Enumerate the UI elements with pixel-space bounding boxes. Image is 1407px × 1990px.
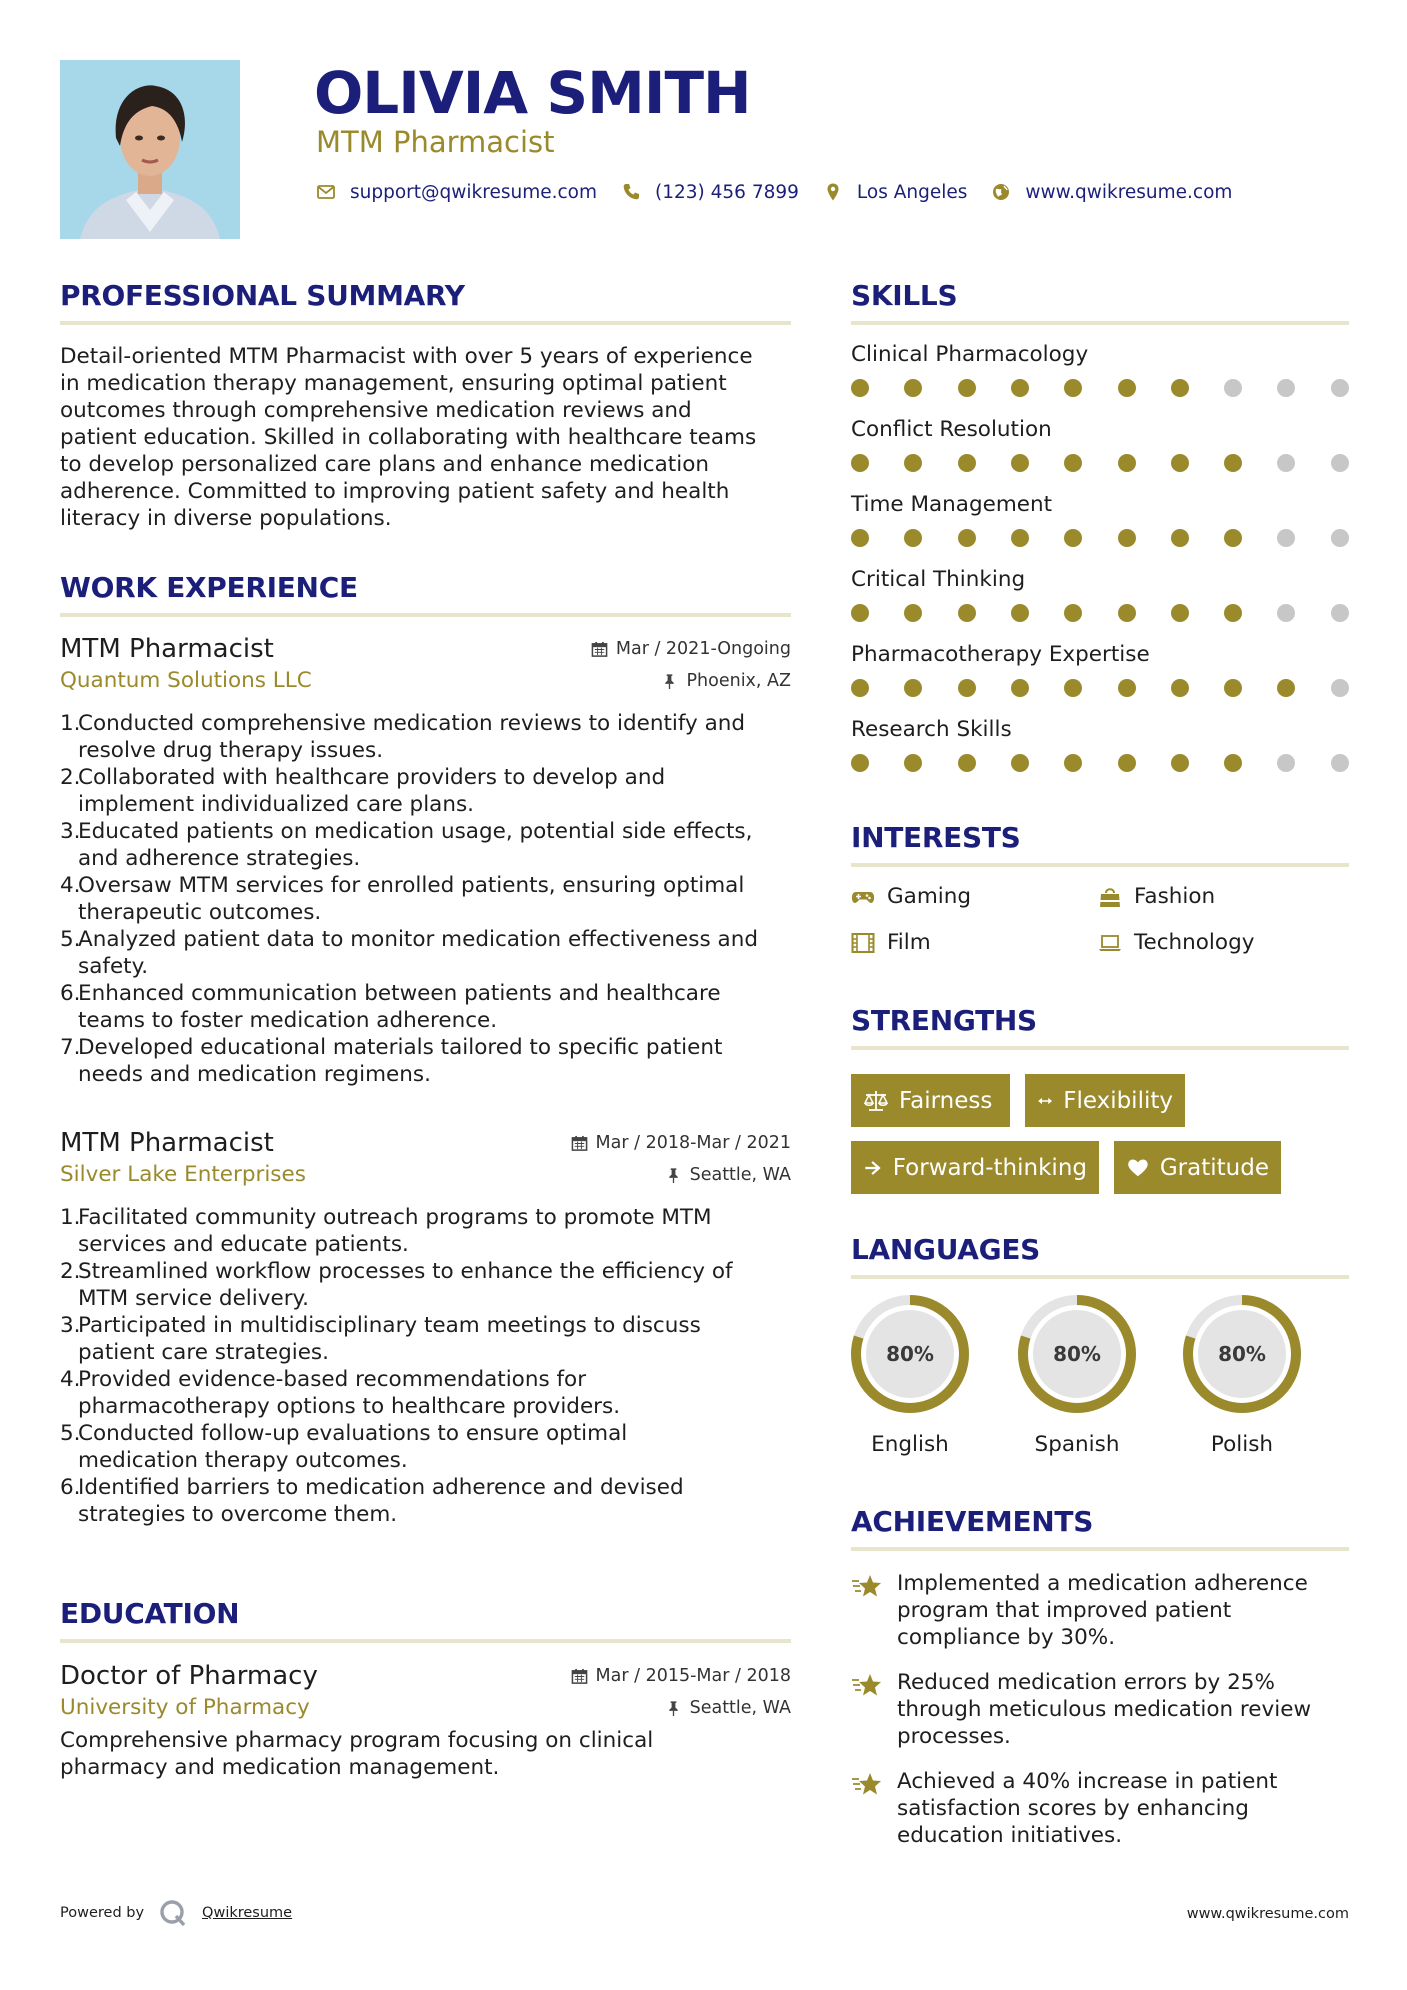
rating-dot-filled xyxy=(851,754,869,772)
achievement-item xyxy=(851,1570,1349,1651)
list-item xyxy=(60,764,791,818)
rating-dot-filled xyxy=(1011,679,1029,697)
job-location xyxy=(661,671,791,691)
globe-icon xyxy=(991,182,1011,202)
language-name: Polish xyxy=(1210,1432,1274,1457)
bullet-line: Analyzed patient data to monitor medication effectiveness and xyxy=(78,927,758,952)
bullet-line: Participated in multidisciplinary team meetings to discuss xyxy=(78,1313,701,1338)
rating-dot-filled xyxy=(1224,754,1242,772)
job-title: MTM Pharmacist xyxy=(60,1128,274,1158)
experience-rule xyxy=(60,613,791,617)
rating-dot-filled xyxy=(1171,379,1189,397)
rating-dot-filled xyxy=(1171,454,1189,472)
achievement-text xyxy=(897,1669,1311,1750)
education-dates xyxy=(571,1666,791,1686)
interest-item-fashion xyxy=(1098,883,1215,911)
bullet-line: Collaborated with healthcare providers to develop and xyxy=(78,765,666,790)
list-item xyxy=(60,980,791,1034)
skills-heading: SKILLS xyxy=(851,279,958,312)
rating-dot-filled xyxy=(851,379,869,397)
skill-rating xyxy=(851,529,1349,549)
bullet-line: Conducted follow-up evaluations to ensure optimal xyxy=(78,1421,628,1446)
skill-rating xyxy=(851,454,1349,474)
rating-dot-filled xyxy=(1118,529,1136,547)
rating-dot-empty xyxy=(1277,454,1295,472)
rating-dot-filled xyxy=(1064,379,1082,397)
skill-rating xyxy=(851,754,1349,774)
bullet-line: Streamlined workflow processes to enhance the efficiency of xyxy=(78,1259,733,1284)
strength-label: Flexibility xyxy=(1063,1087,1173,1114)
rating-dot-filled xyxy=(958,379,976,397)
strength-badge-flexibility xyxy=(1025,1074,1185,1127)
bullet-line: strategies to overcome them. xyxy=(78,1502,398,1527)
skill-item xyxy=(851,491,1349,549)
summary-line: outcomes through comprehensive medication reviews and xyxy=(60,398,692,423)
list-item xyxy=(60,1474,791,1528)
job-dates xyxy=(591,639,791,659)
rating-dot-filled xyxy=(1171,604,1189,622)
rating-dot-filled xyxy=(851,454,869,472)
achievement-line: education initiatives. xyxy=(897,1823,1123,1848)
bullet-number: 3. xyxy=(60,1313,81,1338)
bullet-line: services and educate patients. xyxy=(78,1232,409,1257)
strengths-rule xyxy=(851,1046,1349,1050)
interest-item-gaming xyxy=(851,883,971,911)
rating-dot-filled xyxy=(1171,529,1189,547)
interest-label: Technology xyxy=(1134,930,1255,955)
education-line: pharmacy and medication management. xyxy=(60,1755,500,1780)
bullet-line: pharmacotherapy options to healthcare providers. xyxy=(78,1394,621,1419)
rating-dot-filled xyxy=(1064,679,1082,697)
rating-dot-filled xyxy=(1171,754,1189,772)
skill-item xyxy=(851,566,1349,624)
rating-dot-empty xyxy=(1331,679,1349,697)
rating-dot-filled xyxy=(958,754,976,772)
interest-item-film xyxy=(851,929,931,957)
skill-item xyxy=(851,716,1349,774)
bullet-number: 1. xyxy=(60,1205,81,1230)
rating-dot-filled xyxy=(1011,604,1029,622)
bullet-line: resolve drug therapy issues. xyxy=(78,738,384,763)
summary-text xyxy=(60,343,795,532)
rating-dot-empty xyxy=(1331,379,1349,397)
rating-dot-filled xyxy=(1171,679,1189,697)
list-item xyxy=(60,1366,791,1420)
interest-label: Fashion xyxy=(1134,884,1216,909)
education-location xyxy=(665,1698,791,1718)
email-text: support@qwikresume.com xyxy=(350,181,597,203)
achievement-line: compliance by 30%. xyxy=(897,1625,1116,1650)
school-name: University of Pharmacy xyxy=(60,1695,310,1720)
strengths-heading: STRENGTHS xyxy=(851,1004,1037,1037)
list-item xyxy=(60,926,791,980)
website-text: www.qwikresume.com xyxy=(1025,181,1233,203)
calendar-icon xyxy=(571,1668,588,1685)
achievement-item xyxy=(851,1669,1349,1750)
skill-name: Critical Thinking xyxy=(851,567,1026,592)
rating-dot-filled xyxy=(1118,754,1136,772)
skill-name: Research Skills xyxy=(851,717,1012,742)
bullet-line: Developed educational materials tailored to specific patient xyxy=(78,1035,723,1060)
bullet-line: MTM service delivery. xyxy=(78,1286,310,1311)
balance-scale-icon xyxy=(863,1089,889,1113)
education-dates-text: Mar / 2015-Mar / 2018 xyxy=(595,1666,791,1686)
bullet-number: 4. xyxy=(60,1367,81,1392)
rating-dot-empty xyxy=(1331,454,1349,472)
job-location-text: Phoenix, AZ xyxy=(686,671,791,691)
job-bullets xyxy=(60,1204,791,1528)
brand-link[interactable]: Qwikresume xyxy=(202,1905,293,1921)
skill-name: Pharmacotherapy Expertise xyxy=(851,642,1150,667)
strength-label: Gratitude xyxy=(1159,1154,1269,1181)
contact-email[interactable] xyxy=(316,182,597,203)
rating-dot-filled xyxy=(1011,454,1029,472)
star-icon xyxy=(851,1770,883,1800)
candidate-title: MTM Pharmacist xyxy=(316,125,555,159)
achievement-line: Implemented a medication adherence xyxy=(897,1571,1308,1596)
achievement-line: processes. xyxy=(897,1724,1011,1749)
rating-dot-filled xyxy=(1064,754,1082,772)
language-name: English xyxy=(871,1432,949,1457)
education-description xyxy=(60,1727,791,1781)
rating-dot-filled xyxy=(958,454,976,472)
achievement-line: Reduced medication errors by 25% xyxy=(897,1670,1275,1695)
rating-dot-filled xyxy=(1064,529,1082,547)
pushpin-icon xyxy=(665,1700,682,1717)
achievement-text xyxy=(897,1570,1308,1651)
pushpin-icon xyxy=(661,673,678,690)
rating-dot-filled xyxy=(1277,679,1295,697)
achievement-line: program that improved patient xyxy=(897,1598,1232,1623)
skill-name: Conflict Resolution xyxy=(851,417,1052,442)
bullet-number: 1. xyxy=(60,711,81,736)
rating-dot-filled xyxy=(904,679,922,697)
bullet-line: implement individualized care plans. xyxy=(78,792,475,817)
summary-rule xyxy=(60,321,791,325)
achievements-heading: ACHIEVEMENTS xyxy=(851,1505,1094,1538)
gamepad-icon xyxy=(851,886,875,908)
bullet-number: 4. xyxy=(60,873,81,898)
rating-dot-empty xyxy=(1277,529,1295,547)
list-item xyxy=(60,1420,791,1474)
job-entry xyxy=(60,1126,791,1528)
bullet-line: Identified barriers to medication adherence and devised xyxy=(78,1475,684,1500)
qwikresume-logo-icon xyxy=(158,1898,188,1928)
experience-heading: WORK EXPERIENCE xyxy=(60,571,358,604)
interests-heading: INTERESTS xyxy=(851,821,1021,854)
interest-label: Gaming xyxy=(887,884,972,909)
summary-heading: PROFESSIONAL SUMMARY xyxy=(60,279,465,312)
footer-website[interactable]: www.qwikresume.com xyxy=(1186,1906,1349,1922)
job-bullets xyxy=(60,710,791,1088)
rating-dot-filled xyxy=(1064,604,1082,622)
achievement-text xyxy=(897,1768,1277,1849)
rating-dot-filled xyxy=(904,529,922,547)
education-rule xyxy=(60,1639,791,1643)
bullet-line: needs and medication regimens. xyxy=(78,1062,431,1087)
rating-dot-filled xyxy=(1011,379,1029,397)
portrait-image xyxy=(60,60,240,239)
star-icon xyxy=(851,1572,883,1602)
rating-dot-empty xyxy=(1331,754,1349,772)
job-entry xyxy=(60,632,791,1088)
bullet-number: 6. xyxy=(60,981,81,1006)
education-heading: EDUCATION xyxy=(60,1597,240,1630)
skill-name: Clinical Pharmacology xyxy=(851,342,1089,367)
strength-label: Forward-thinking xyxy=(892,1154,1087,1181)
summary-line: patient education. Skilled in collaborating with healthcare teams xyxy=(60,425,757,450)
bullet-line: Provided evidence-based recommendations for xyxy=(78,1367,587,1392)
list-item xyxy=(60,818,791,872)
list-item xyxy=(60,1034,791,1088)
rating-dot-filled xyxy=(851,679,869,697)
job-dates xyxy=(571,1133,791,1153)
rating-dot-filled xyxy=(1224,529,1242,547)
map-pin-icon xyxy=(823,182,843,202)
candidate-name: OLIVIA SMITH xyxy=(314,59,751,127)
language-name: Spanish xyxy=(1034,1432,1120,1457)
laptop-icon xyxy=(1098,932,1122,954)
contact-location xyxy=(823,182,968,203)
rating-dot-filled xyxy=(1011,529,1029,547)
list-item xyxy=(60,1312,791,1366)
strength-label: Fairness xyxy=(899,1087,993,1114)
rating-dot-filled xyxy=(1224,454,1242,472)
language-item xyxy=(1180,1292,1304,1457)
achievements-rule xyxy=(851,1547,1349,1551)
contact-phone[interactable] xyxy=(621,182,799,203)
rating-dot-filled xyxy=(904,454,922,472)
rating-dot-filled xyxy=(958,529,976,547)
education-entry xyxy=(60,1659,791,1781)
rating-dot-filled xyxy=(1118,604,1136,622)
pushpin-icon xyxy=(665,1167,682,1184)
rating-dot-filled xyxy=(1224,679,1242,697)
bullet-number: 5. xyxy=(60,1421,81,1446)
education-location-text: Seattle, WA xyxy=(689,1698,791,1718)
bag-icon xyxy=(1098,886,1122,908)
interest-label: Film xyxy=(887,930,931,955)
contact-website[interactable] xyxy=(991,182,1232,203)
summary-line: to develop personalized care plans and enhance medication xyxy=(60,452,709,477)
job-dates-text: Mar / 2018-Mar / 2021 xyxy=(595,1133,791,1153)
summary-line: literacy in diverse populations. xyxy=(60,506,392,531)
languages-heading: LANGUAGES xyxy=(851,1233,1041,1266)
powered-by-text: Powered by xyxy=(60,1905,145,1921)
list-item xyxy=(60,710,791,764)
rating-dot-filled xyxy=(1118,379,1136,397)
job-location xyxy=(665,1165,791,1185)
star-icon xyxy=(851,1671,883,1701)
list-item xyxy=(60,1258,791,1312)
arrows-horizontal-icon xyxy=(1037,1089,1053,1113)
achievement-line: through meticulous medication review xyxy=(897,1697,1312,1722)
bullet-number: 6. xyxy=(60,1475,81,1500)
language-percent: 80% xyxy=(886,1342,934,1366)
bullet-line: and adherence strategies. xyxy=(78,846,361,871)
rating-dot-filled xyxy=(1064,454,1082,472)
rating-dot-empty xyxy=(1331,604,1349,622)
bullet-line: therapeutic outcomes. xyxy=(78,900,322,925)
skill-item xyxy=(851,416,1349,474)
achievement-line: Achieved a 40% increase in patient xyxy=(897,1769,1278,1794)
strength-badge-gratitude xyxy=(1114,1141,1281,1194)
skill-name: Time Management xyxy=(851,492,1053,517)
rating-dot-filled xyxy=(851,529,869,547)
bullet-line: Enhanced communication between patients and healthcare xyxy=(78,981,721,1006)
rating-dot-filled xyxy=(904,379,922,397)
summary-line: Detail-oriented MTM Pharmacist with over 5 years of experience xyxy=(60,344,753,369)
envelope-icon xyxy=(316,182,336,202)
bullet-line: Educated patients on medication usage, potential side effects, xyxy=(78,819,753,844)
job-title: MTM Pharmacist xyxy=(60,634,274,664)
interests-rule xyxy=(851,863,1349,867)
calendar-icon xyxy=(571,1135,588,1152)
heart-icon xyxy=(1126,1156,1150,1180)
rating-dot-filled xyxy=(851,604,869,622)
rating-dot-empty xyxy=(1331,529,1349,547)
bullet-line: patient care strategies. xyxy=(78,1340,329,1365)
language-item xyxy=(848,1292,972,1457)
phone-text: (123) 456 7899 xyxy=(655,181,799,203)
calendar-icon xyxy=(591,641,608,658)
rating-dot-filled xyxy=(1011,754,1029,772)
job-company: Quantum Solutions LLC xyxy=(60,668,312,693)
skill-rating xyxy=(851,679,1349,699)
job-dates-text: Mar / 2021-Ongoing xyxy=(615,639,791,659)
arrow-right-icon xyxy=(863,1156,883,1180)
profile-photo xyxy=(60,60,240,239)
bullet-number: 2. xyxy=(60,765,81,790)
phone-icon xyxy=(621,182,641,202)
language-item xyxy=(1015,1292,1139,1457)
film-icon xyxy=(851,932,875,954)
achievement-line: satisfaction scores by enhancing xyxy=(897,1796,1249,1821)
rating-dot-empty xyxy=(1277,604,1295,622)
rating-dot-filled xyxy=(904,604,922,622)
rating-dot-empty xyxy=(1277,379,1295,397)
achievement-item xyxy=(851,1768,1349,1849)
degree-title: Doctor of Pharmacy xyxy=(60,1661,318,1691)
rating-dot-empty xyxy=(1224,379,1242,397)
job-location-text: Seattle, WA xyxy=(689,1165,791,1185)
contact-bar xyxy=(316,178,1256,206)
bullet-line: Conducted comprehensive medication reviews to identify and xyxy=(78,711,746,736)
rating-dot-filled xyxy=(1118,679,1136,697)
rating-dot-filled xyxy=(958,604,976,622)
languages-rule xyxy=(851,1275,1349,1279)
interest-item-technology xyxy=(1098,929,1254,957)
bullet-number: 2. xyxy=(60,1259,81,1284)
rating-dot-filled xyxy=(1118,454,1136,472)
list-item xyxy=(60,872,791,926)
bullet-line: teams to foster medication adherence. xyxy=(78,1008,498,1033)
bullet-line: safety. xyxy=(78,954,149,979)
location-text: Los Angeles xyxy=(856,181,968,203)
rating-dot-empty xyxy=(1277,754,1295,772)
strength-badge-fairness xyxy=(851,1074,1010,1127)
skill-rating xyxy=(851,379,1349,399)
skills-rule xyxy=(851,321,1349,325)
bullet-number: 7. xyxy=(60,1035,81,1060)
education-line: Comprehensive pharmacy program focusing on clinical xyxy=(60,1728,654,1753)
footer-powered-by xyxy=(60,1898,292,1928)
job-company: Silver Lake Enterprises xyxy=(60,1162,306,1187)
rating-dot-filled xyxy=(904,754,922,772)
bullet-line: Oversaw MTM services for enrolled patients, ensuring optimal xyxy=(78,873,745,898)
bullet-line: medication therapy outcomes. xyxy=(78,1448,408,1473)
bullet-line: Facilitated community outreach programs to promote MTM xyxy=(78,1205,712,1230)
language-percent: 80% xyxy=(1053,1342,1101,1366)
language-percent: 80% xyxy=(1218,1342,1266,1366)
skill-rating xyxy=(851,604,1349,624)
summary-line: adherence. Committed to improving patient safety and health xyxy=(60,479,730,504)
bullet-number: 3. xyxy=(60,819,81,844)
skill-item xyxy=(851,641,1349,699)
list-item xyxy=(60,1204,791,1258)
bullet-number: 5. xyxy=(60,927,81,952)
strength-badge-forward-thinking xyxy=(851,1141,1099,1194)
rating-dot-filled xyxy=(958,679,976,697)
summary-line: in medication therapy management, ensuring optimal patient xyxy=(60,371,727,396)
rating-dot-filled xyxy=(1224,604,1242,622)
skill-item xyxy=(851,341,1349,399)
